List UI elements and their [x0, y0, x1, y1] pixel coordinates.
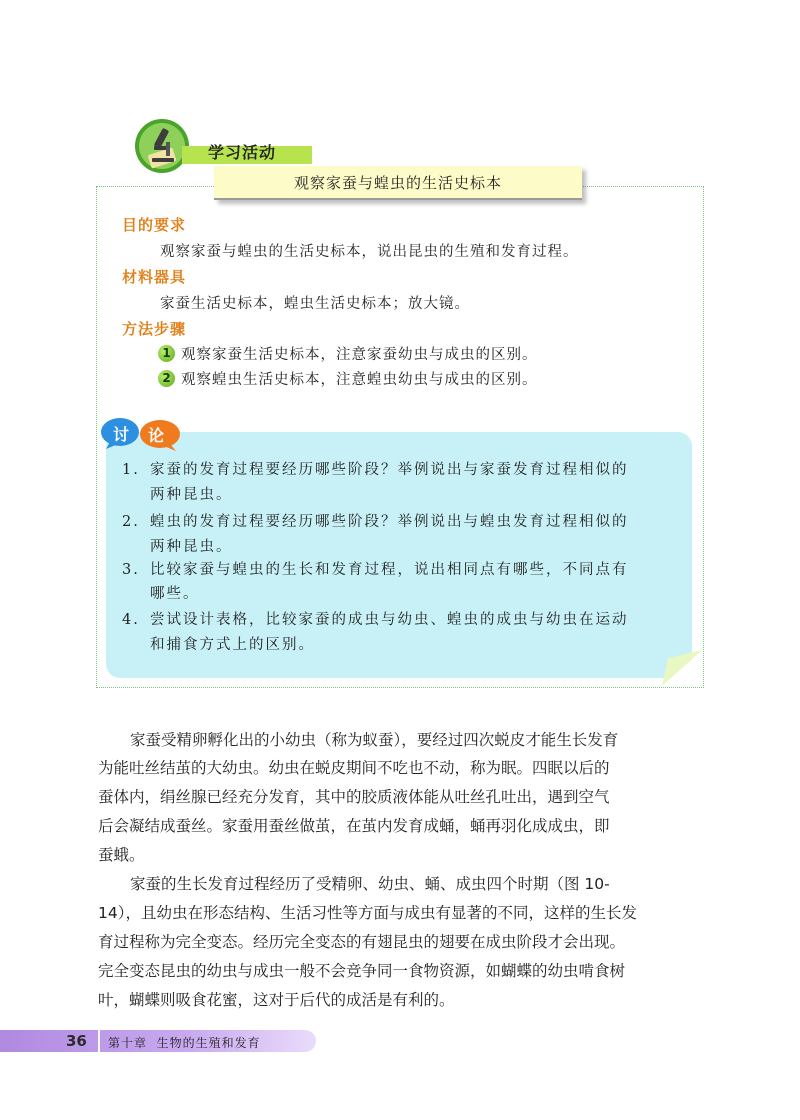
- purpose-text: 观察家蚕与蝗虫的生活史标本，说出昆虫的生殖和发育过程。: [160, 244, 579, 260]
- question-text-continued: 和捕食方式上的区别。: [150, 637, 315, 653]
- question-text: 蝗虫的发育过程要经历哪些阶段？举例说出与蝗虫发育过程相似的: [150, 514, 629, 530]
- activity-heading: 学习活动: [208, 143, 277, 162]
- discussion-question: [122, 510, 629, 531]
- chapter-title: 第十章 生物的生殖和发育: [108, 1036, 261, 1050]
- question-number: 2.: [122, 514, 140, 530]
- discussion-label-1: 讨: [113, 425, 130, 444]
- step-text: 观察蝗虫生活史标本，注意蝗虫幼虫与成虫的区别。: [181, 372, 538, 388]
- purpose-heading: 目的要求: [122, 216, 187, 234]
- discussion-question: [122, 458, 629, 479]
- page-fold-corner: [662, 650, 702, 686]
- question-text: 尝试设计表格，比较家蚕的成虫与幼虫、蝗虫的成虫与幼虫在运动: [150, 612, 629, 628]
- materials-heading: 材料器具: [122, 268, 187, 286]
- question-number: 1.: [122, 462, 140, 478]
- step-text: 观察家蚕生活史标本，注意家蚕幼虫与成虫的区别。: [181, 347, 538, 363]
- discussion-question: [122, 608, 629, 629]
- paragraph-line: 为能吐丝结茧的大幼虫。幼虫在蜕皮期间不吃也不动，称为眠。四眠以后的: [98, 759, 610, 777]
- materials-text: 家蚕生活史标本，蝗虫生活史标本；放大镜。: [160, 296, 470, 312]
- paragraph-line: 后会凝结成蚕丝。家蚕用蚕丝做茧，在茧内发育成蛹，蛹再羽化成成虫，即: [98, 817, 610, 835]
- paragraph-line: 育过程称为完全变态。经历完全变态的有翅昆虫的翅要在成虫阶段才会出现。: [98, 933, 626, 951]
- activity-title: 观察家蚕与蝗虫的生活史标本: [293, 174, 502, 192]
- paragraph-line: 家蚕受精卵孵化出的小幼虫（称为蚁蚕），要经过四次蜕皮才能生长发育: [130, 731, 619, 749]
- discussion-question: [122, 558, 629, 579]
- step-number-badge: 2: [158, 370, 175, 387]
- paragraph-line: 家蚕的生长发育过程经历了受精卵、幼虫、蛹、成虫四个时期（图 10-: [130, 875, 610, 893]
- question-text: 家蚕的发育过程要经历哪些阶段？举例说出与家蚕发育过程相似的: [150, 462, 629, 478]
- paragraph-line: 完全变态昆虫的幼虫与成虫一般不会竞争同一食物资源，如蝴蝶的幼虫啃食树: [98, 962, 626, 980]
- question-text: 比较家蚕与蝗虫的生长和发育过程，说出相同点有哪些，不同点有: [150, 562, 629, 578]
- steps-heading: 方法步骤: [122, 320, 187, 338]
- question-number: 3.: [122, 562, 140, 578]
- paragraph-line: 蚕蛾。: [98, 846, 145, 864]
- step-number-badge: 1: [158, 345, 175, 362]
- activity-title-box: [214, 166, 582, 200]
- paragraph-line: 叶，蝴蝶则吸食花蜜，这对于后代的成活是有利的。: [98, 991, 455, 1009]
- question-text-continued: 两种昆虫。: [150, 539, 233, 555]
- discussion-label-2: 论: [148, 426, 165, 445]
- paragraph-line: 蚕体内，绢丝腺已经充分发育，其中的胶质液体能从吐丝孔吐出，遇到空气: [98, 788, 610, 806]
- question-text-continued: 两种昆虫。: [150, 487, 233, 503]
- page-number: 36: [66, 1032, 87, 1050]
- question-text-continued: 哪些。: [150, 586, 200, 602]
- footer-divider: [98, 1030, 100, 1052]
- paragraph-line: 14），且幼虫在形态结构、生活习性等方面与成虫有显著的不同，这样的生长发: [98, 904, 637, 922]
- question-number: 4.: [122, 612, 140, 628]
